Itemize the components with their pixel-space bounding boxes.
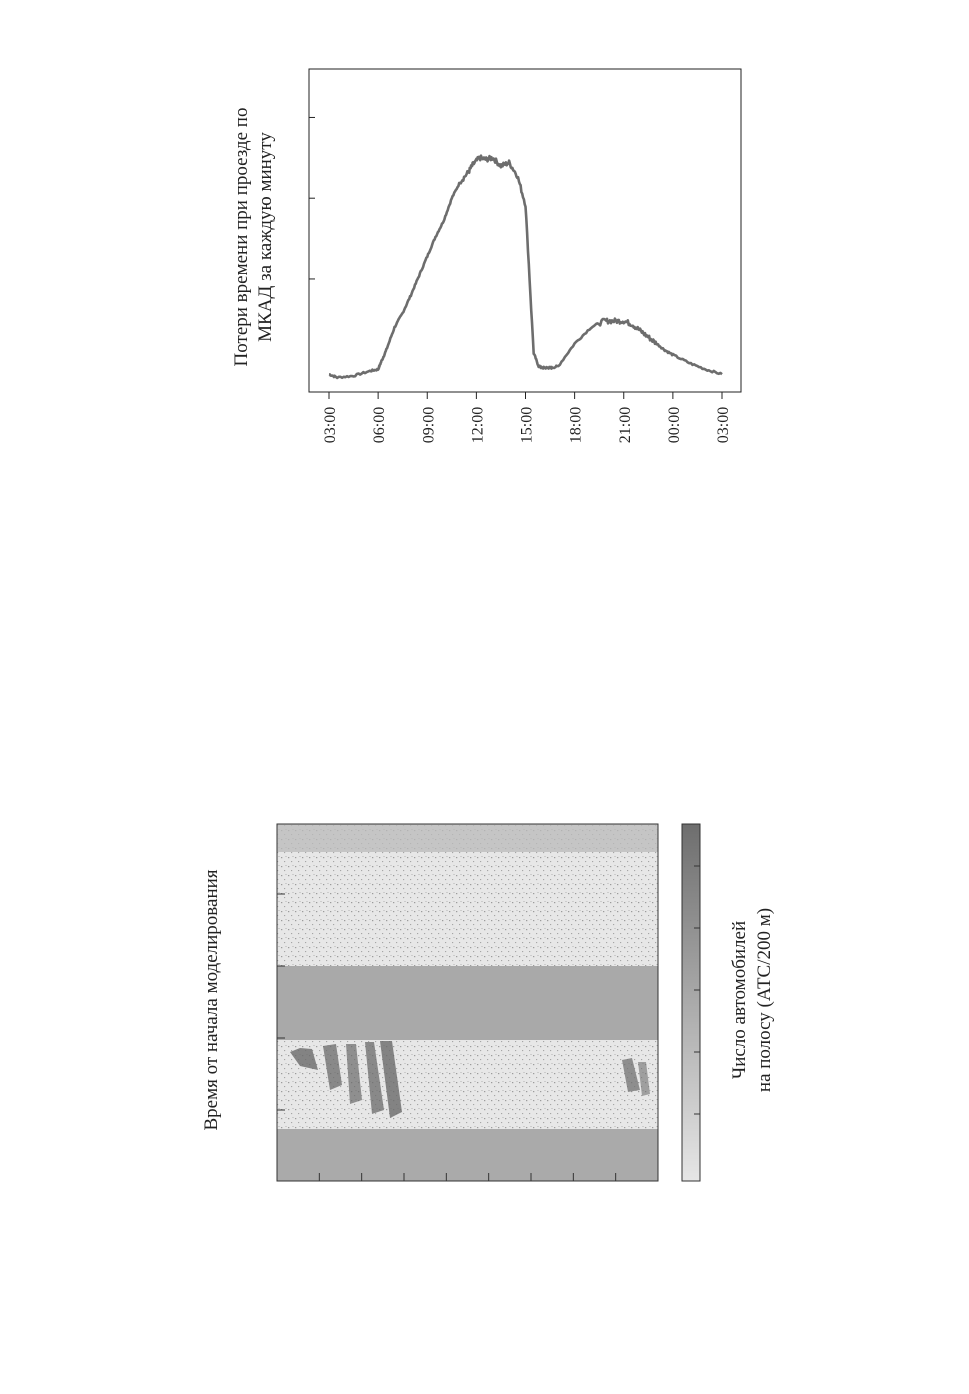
x-tick-label: 03:00 bbox=[715, 406, 732, 444]
band-top bbox=[277, 824, 658, 852]
x-tick-label: 18:00 bbox=[567, 406, 585, 444]
band-medium bbox=[277, 1129, 658, 1181]
x-tick-label: 03:00 bbox=[322, 406, 339, 444]
heatmap-chart bbox=[201, 824, 775, 1181]
line-chart-ylabel-line1: Потери времени при проезде по bbox=[231, 107, 252, 367]
heatmap-ylabel: Время от начала моделирования bbox=[201, 869, 222, 1131]
line-chart-ylabel-line2: МКАД за каждую минуту bbox=[255, 132, 276, 342]
x-tick-label: 15:00 bbox=[518, 406, 536, 444]
line-chart-y-ticks bbox=[309, 117, 315, 279]
x-tick-label: 21:00 bbox=[616, 406, 634, 444]
colorbar-label-line1: Число автомобилей bbox=[729, 920, 750, 1080]
x-tick-label: 00:00 bbox=[665, 406, 683, 444]
x-tick-label: 06:00 bbox=[371, 406, 389, 444]
line-chart-frame bbox=[309, 69, 741, 392]
line-chart-x-ticks bbox=[322, 392, 732, 443]
x-tick-label: 09:00 bbox=[420, 406, 438, 444]
colorbar-label-line2: на полосу (АТС/200 м) bbox=[754, 907, 775, 1093]
series-line bbox=[329, 156, 722, 378]
x-tick-label: 12:00 bbox=[469, 406, 487, 444]
heatmap-plot bbox=[277, 824, 658, 1181]
colorbar bbox=[682, 824, 700, 1181]
band-medium-high bbox=[277, 966, 658, 1040]
line-chart bbox=[231, 69, 741, 443]
